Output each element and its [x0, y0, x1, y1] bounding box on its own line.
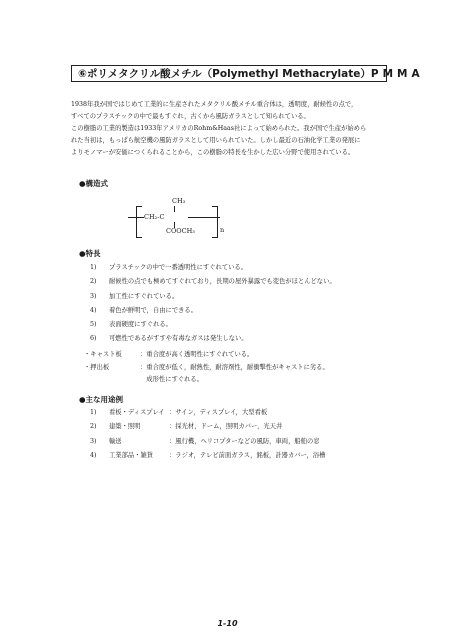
list-item: 3) 加工性にすぐれている。 [90, 292, 179, 300]
features-list [90, 262, 336, 348]
formula-bond [174, 206, 175, 212]
structural-formula [128, 193, 228, 241]
list-item: 5) 表面硬度にすぐれる。 [90, 321, 172, 329]
type-row: ・押出板 ：重合度が低く，耐熱性，耐溶剤性，耐衝撃性がキャストに劣る。 [84, 363, 329, 371]
structure-heading: ●構造式 [79, 179, 109, 188]
type-row: 成形性にすぐれる。 [140, 376, 203, 383]
intro-line: この樹脂の工業的製造は1933年アメリカのRohm&Haas社によって始められた。我が国で生産が始めら [71, 125, 367, 132]
type-row: ・キャスト板 ：重合度が高く透明性にすぐれている。 [84, 351, 254, 358]
formula-bracket-right [212, 206, 218, 238]
features-heading: ●特長 [79, 249, 101, 258]
page-number: 1-10 [217, 619, 238, 628]
list-item: 6) 可燃性であるがすすや有毒なガスは発生しない。 [90, 335, 248, 343]
formula-main-chain: CH₂-C [144, 213, 165, 221]
uses-list [90, 407, 325, 464]
formula-ch3: CH₃ [172, 197, 186, 205]
list-item: 1) 看板・ディスプレイ ：サイン，ディスプレイ，大型看板 [90, 409, 268, 416]
intro-paragraph [71, 99, 401, 159]
list-item: 2) 建築・照明 ：採光材，ドーム，照明カバー，光天井 [90, 423, 283, 431]
list-item: 4) 工業部品・雑貨 ：ラジオ，テレビ前面ガラス，銘板，計器カバー，浴槽 [90, 451, 326, 459]
list-item: 1) プラスチックの中で一番透明性にすぐれている。 [90, 264, 248, 271]
intro-line: 1938年我が国ではじめて工業的に生産されたメタクリル酸メチル重合体は，透明度，耐候性の点で， [71, 101, 358, 108]
list-item: 3) 輸送 ：風行機，ヘリコプターなどの風防，車両，船舶の窓 [90, 437, 320, 445]
intro-line: れた当初は，もっぱら航空機の風防ガラスとして用いられていた。しかし最近の石油化学工業の発展に [71, 137, 361, 144]
list-item: 2) 耐候性の点でも極めてすぐれており，長期の屋外暴露でも変色がほとんどない。 [90, 278, 336, 286]
intro-line: すべてのプラスチックの中で最もすぐれ，古くから風防ガラスとして知られている。 [71, 113, 310, 120]
section-title [71, 65, 424, 82]
uses-heading: ●主な用途例 [79, 395, 124, 404]
formula-repeat-n: n [220, 226, 225, 234]
sheet-types [84, 349, 329, 387]
formula-ester-group: COOCH₃ [166, 227, 195, 235]
title-main: ⑥ポリメタクリル酸メチル（Polymethyl Methacrylate） [78, 68, 371, 80]
formula-chain-left [128, 217, 144, 218]
list-item: 4) 着色が鮮明で，自由にできる。 [90, 306, 198, 314]
title-abbreviation: PMMA [370, 67, 424, 80]
intro-line: よりモノマーが安価につくられることから，この樹脂の特長を生かした広い分野で使用されている。 [71, 149, 355, 156]
formula-bracket-left [136, 206, 142, 238]
